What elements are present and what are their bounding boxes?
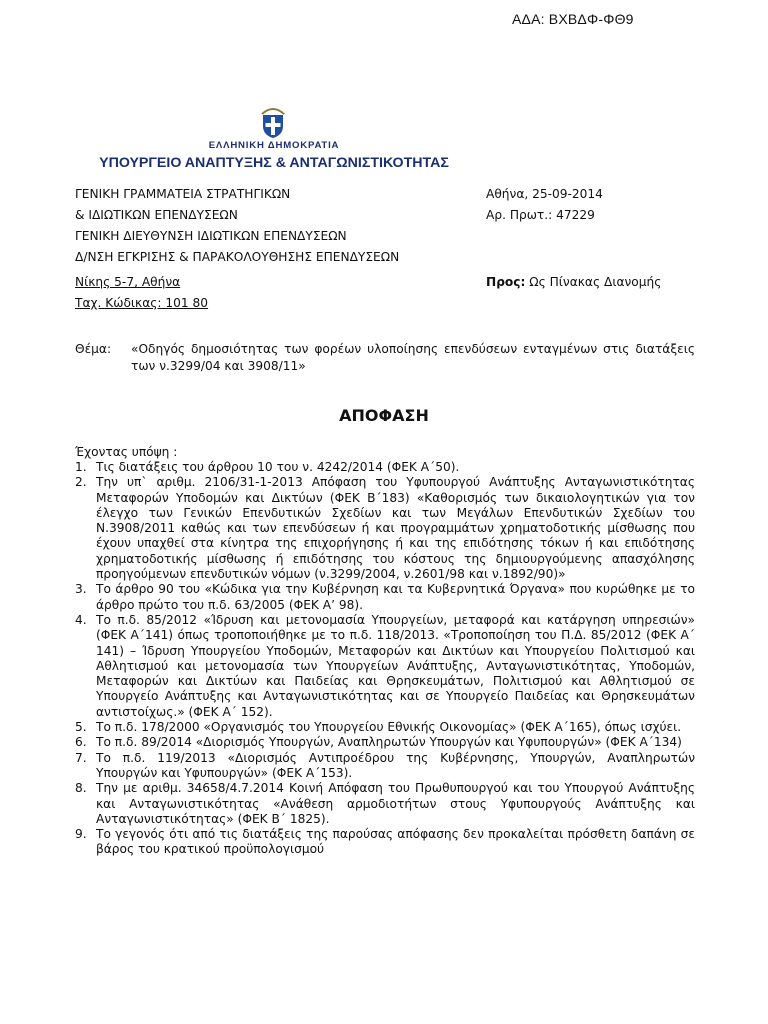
list-item xyxy=(75,751,695,782)
item-number: 2. xyxy=(75,475,87,490)
subject-label: Θέμα: xyxy=(75,342,112,356)
item-text: Το π.δ. 119/2013 «Διορισμός Αντιπροέδρου της Κυβέρνησης, Υπουργών, Αναπληρωτών Υπουργών και Υφυπουργών» (ΦΕΚ Α΄153). xyxy=(96,750,695,780)
item-text: Την με αριθμ. 34658/4.7.2014 Κοινή Απόφαση του Πρωθυπουργού και του Υπουργού Ανάπτυξης και Ανταγωνιστικότητας «Ανάθεση αρμοδιοτήτων στους Υφυπουργούς Ανάπτυξης και Ανταγωνιστικότητας» (ΦΕΚ Β΄ 1825). xyxy=(96,781,695,826)
list-item xyxy=(75,613,695,720)
item-number: 8. xyxy=(75,781,87,796)
sender-line-1: ΓΕΝΙΚΗ ΓΡΑΜΜΑΤΕΙΑ ΣΤΡΑΤΗΓΙΚΩΝ xyxy=(75,187,291,201)
item-number: 7. xyxy=(75,750,87,765)
item-number: 5. xyxy=(75,720,87,735)
item-number: 1. xyxy=(75,460,87,474)
protocol-number: Αρ. Πρωτ.: 47229 xyxy=(486,208,595,222)
list-item xyxy=(75,735,695,750)
list-item xyxy=(75,460,695,475)
republic-label: ΕΛΛΗΝΙΚΗ ΔΗΜΟΚΡΑΤΙΑ xyxy=(208,140,340,151)
item-text: Την υπ` αριθμ. 2106/31-1-2013 Απόφαση του Υφυπουργού Ανάπτυξης Ανταγωνιστικότητας Μεταφορών Υποδομών και Δικτύων (ΦΕΚ Β΄183) «Καθορισμός των δικαιολογητικών για τον έλεγχο των Γενικών Επενδυτικών Σχεδίων και των Μεγάλων Επενδυτικών Σχεδίων του Ν.3908/2011 καθώς και των επενδύσεων ή και προγραμμάτων χρηματοδοτικής μίσθωσης που έχουν υπαχθεί στα κίνητρα της επιχορήγησης ή και της επιδότησης τόκων ή και επιδότησης χρηματοδοτικής μίσθωσης ή επιδότησης του κόστους της δημιουργούμενης απασχόλησης προηγούμενων επενδυτικών νόμων (ν.3299/2004, ν.2601/98 και ν.1892/90)» xyxy=(96,475,695,582)
greek-emblem-icon xyxy=(259,107,287,139)
sender-address: Νίκης 5-7, Αθήνα xyxy=(75,275,181,289)
ministry-logo xyxy=(91,107,457,177)
item-text: Το π.δ. 85/2012 «Ίδρυση και μετονομασία Υπουργείων, μεταφορά και κατάργηση υπηρεσιών» (ΦΕΚ Α΄141) όπως τροποποιήθηκε με το π.δ. 118/2013. «Τροποποίηση του Π.Δ. 85/2012 (ΦΕΚ Α΄ 141) – Ίδρυση Υπουργείου Υποδομών, Μεταφορών και Δικτύων και Υπουργείου Πολιτισμού και Αθλητισμού και μετονομασία των Υπουργείων Ανάπτυξης, Ανταγωνιστικότητας, Υποδομών, Μεταφορών και Δικτύων και Παιδείας και Θρησκευμάτων, Πολιτισμού και Αθλητισμού σε Υπουργείο Ανάπτυξης και Ανταγωνιστικότητας και σε Υπουργείο Παιδείας και Θρησκευμάτων αντιστοίχως.» (ΦΕΚ Α΄ 152). xyxy=(96,612,695,719)
decision-title: ΑΠΟΦΑΣΗ xyxy=(339,406,429,425)
ministry-name: ΥΠΟΥΡΓΕΙΟ ΑΝΑΠΤΥΞΗΣ & ΑΝΤΑΓΩΝΙΣΤΙΚΟΤΗΤΑΣ xyxy=(99,155,449,171)
considering-heading: Έχοντας υπόψη : xyxy=(75,445,178,459)
list-item xyxy=(75,827,695,858)
sender-line-3: ΓΕΝΙΚΗ ΔΙΕΥΘΥΝΣΗ ΙΔΙΩΤΙΚΩΝ ΕΠΕΝΔΥΣΕΩΝ xyxy=(75,229,347,243)
item-number: 3. xyxy=(75,582,87,597)
item-text: Το π.δ. 89/2014 «Διορισμός Υπουργών, Αναπληρωτών Υπουργών και Υφυπουργών» (ΦΕΚ Α΄134) xyxy=(96,735,682,750)
place-date: Αθήνα, 25-09-2014 xyxy=(486,187,603,201)
item-number: 9. xyxy=(75,827,87,842)
item-number: 6. xyxy=(75,735,87,750)
subject-text: «Οδηγός δημοσιότητας των φορέων υλοποίησης επενδύσεων ενταγμένων στις διατάξεις των ν.3299/04 και 3908/11» xyxy=(131,342,695,373)
item-text: Το π.δ. 178/2000 «Οργανισμός του Υπουργείου Εθνικής Οικονομίας» (ΦΕΚ Α΄165), όπως ισχύει. xyxy=(96,720,682,735)
considerations-list xyxy=(75,460,695,858)
sender-line-4: Δ/ΝΣΗ ΕΓΚΡΙΣΗΣ & ΠΑΡΑΚΟΛΟΥΘΗΣΗΣ ΕΠΕΝΔΥΣΕΩΝ xyxy=(75,250,400,264)
sender-postcode: Ταχ. Κώδικας: 101 80 xyxy=(75,296,209,310)
item-text: Τις διατάξεις του άρθρου 10 του ν. 4242/2014 (ΦΕΚ Α΄50). xyxy=(96,460,460,474)
list-item xyxy=(75,582,695,613)
ada-code: ΑΔΑ: ΒΧΒΔΦ-ΦΘ9 xyxy=(512,11,634,27)
list-item xyxy=(75,720,695,735)
item-text: Το άρθρο 90 του «Κώδικα για την Κυβέρνηση και τα Κυβερνητικά Όργανα» που κυρώθηκε με το άρθρο πρώτο του π.δ. 63/2005 (ΦΕΚ Α’ 98). xyxy=(96,582,695,612)
item-number: 4. xyxy=(75,612,87,627)
item-text: Το γεγονός ότι από τις διατάξεις της παρούσας απόφασης δεν προκαλείται πρόσθετη δαπάνη σε βάρος του κρατικού προϋπολογισμού xyxy=(96,827,695,857)
recipient-value: Ως Πίνακας Διανομής xyxy=(525,275,662,289)
sender-line-2: & ΙΔΙΩΤΙΚΩΝ ΕΠΕΝΔΥΣΕΩΝ xyxy=(75,208,238,222)
list-item xyxy=(75,475,695,582)
list-item xyxy=(75,781,695,827)
recipient-label: Προς: xyxy=(486,275,526,289)
recipient xyxy=(486,274,661,290)
